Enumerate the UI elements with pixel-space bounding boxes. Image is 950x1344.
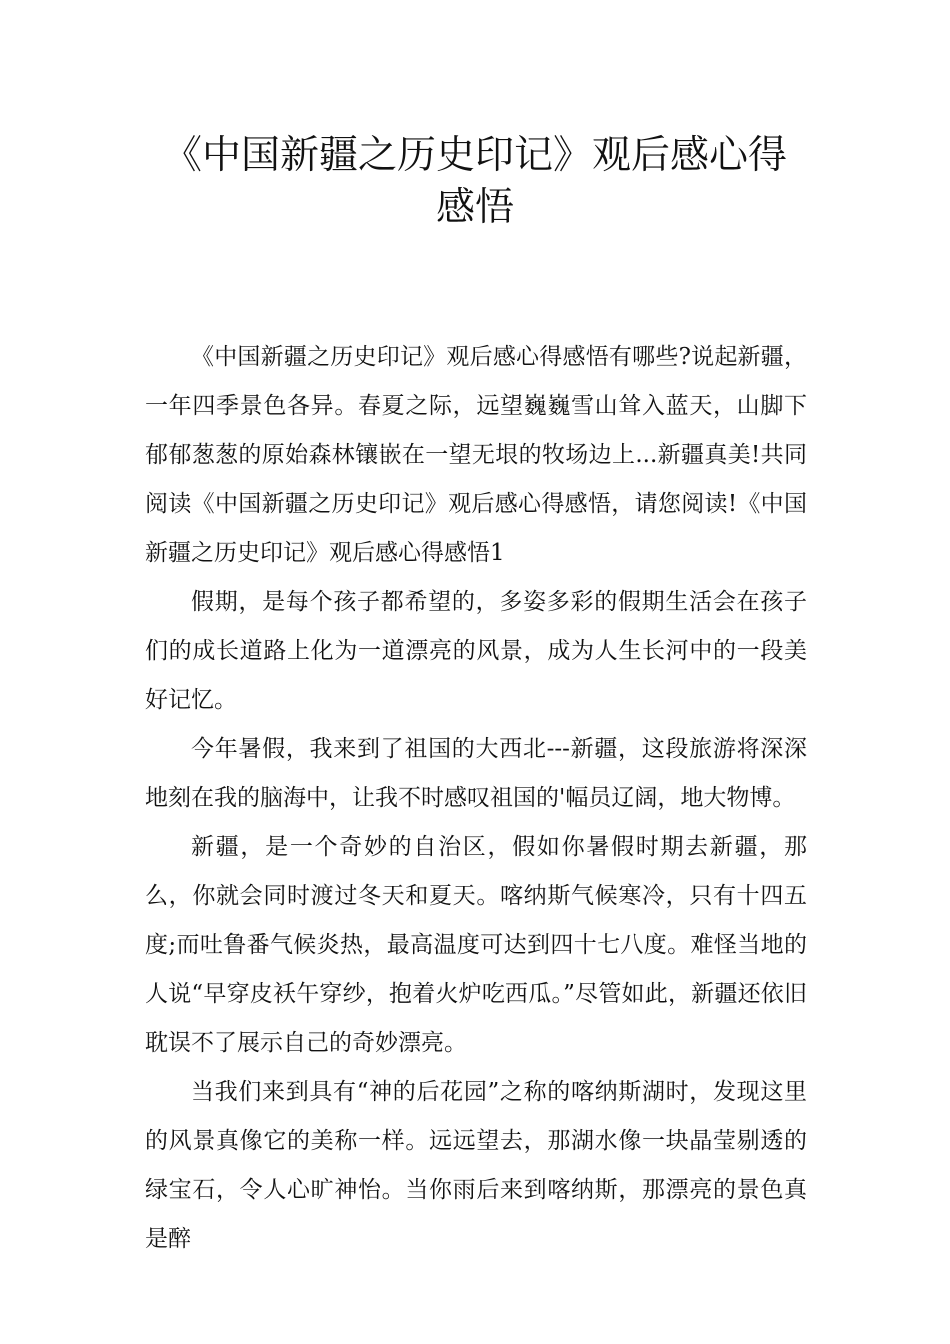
paragraph-3: 今年暑假，我来到了祖国的大西北---新疆，这段旅游将深深地刻在我的脑海中，让我不时感叹祖国的'幅员辽阔，地大物博。: [145, 736, 807, 811]
document-body: [145, 333, 807, 1264]
paragraph-2: 假期，是每个孩子都希望的，多姿多彩的假期生活会在孩子们的成长道路上化为一道漂亮的风景，成为人生长河中的一段美好记忆。: [145, 589, 807, 713]
paragraph-1: 《中国新疆之历史印记》观后感心得感悟有哪些?说起新疆，一年四季景色各异。春夏之际，远望巍巍雪山耸入蓝天，山脚下郁郁葱葱的原始森林镶嵌在一望无垠的牧场边上...新疆真美!共同阅读《中国新疆之历史印记》观后感心得感悟，请您阅读!《中国新疆之历史印记》观后感心得感悟1: [145, 344, 807, 566]
paragraph-4: 新疆，是一个奇妙的自治区，假如你暑假时期去新疆，那么，你就会同时渡过冬天和夏天。喀纳斯气候寒冷，只有十四五度;而吐鲁番气候炎热，最高温度可达到四十七八度。难怪当地的人说“早穿皮袄午穿纱，抱着火炉吃西瓜。”尽管如此，新疆还依旧耽误不了展示自己的奇妙漂亮。: [145, 834, 807, 1056]
paragraph-5: 当我们来到具有“神的后花园”之称的喀纳斯湖时，发现这里的风景真像它的美称一样。远远望去，那湖水像一块晶莹剔透的绿宝石，令人心旷神怡。当你雨后来到喀纳斯，那漂亮的景色真是醉: [145, 1079, 807, 1252]
document-title: 《中国新疆之历史印记》观后感心得感悟: [162, 133, 787, 230]
